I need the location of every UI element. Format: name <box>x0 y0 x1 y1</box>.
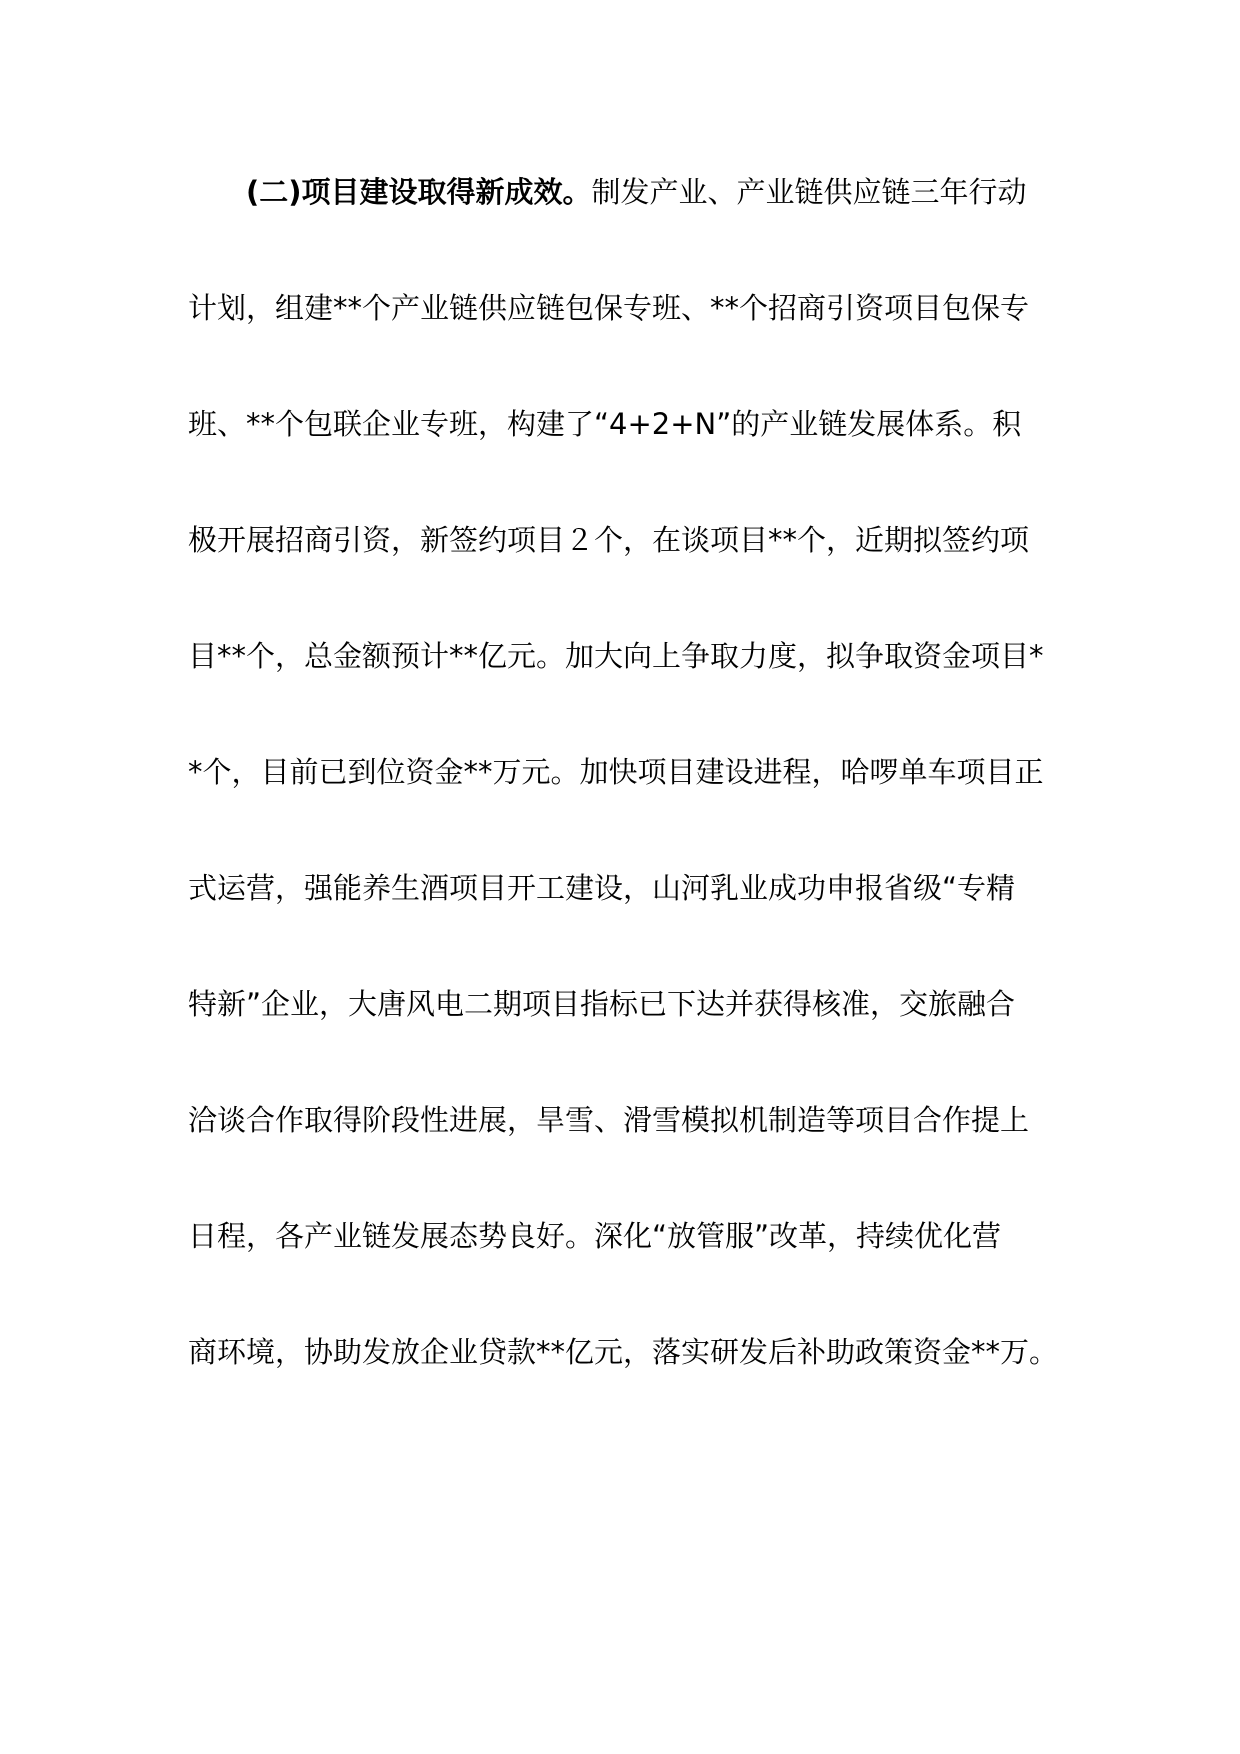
section-heading: (二)项目建设取得新成效。 <box>246 175 592 209</box>
paragraph-line-4: 极开展招商引资，新签约项目２个，在谈项目**个，近期拟签约项 <box>188 523 1030 557</box>
paragraph-line-8: 特新”企业，大唐风电二期项目指标已下达并获得核准，交旅融合 <box>188 987 1016 1021</box>
line-text: 制发产业、产业链供应链三年行动 <box>591 175 1027 209</box>
paragraph-line-1 <box>246 172 1027 212</box>
paragraph-line-6: *个，目前已到位资金**万元。加快项目建设进程，哈啰单车项目正 <box>188 755 1044 789</box>
paragraph-line-10: 日程，各产业链发展态势良好。深化“放管服”改革，持续优化营 <box>188 1219 1002 1253</box>
paragraph-line-9: 洽谈合作取得阶段性进展，旱雪、滑雪模拟机制造等项目合作提上 <box>188 1103 1030 1137</box>
paragraph-line-3: 班、**个包联企业专班，构建了“4+2+N”的产业链发展体系。积 <box>188 407 1022 441</box>
paragraph-line-11: 商环境，协助发放企业贷款**亿元，落实研发后补助政策资金**万。 <box>188 1335 1059 1369</box>
paragraph-line-7: 式运营，强能养生酒项目开工建设，山河乳业成功申报省级“专精 <box>188 871 1016 905</box>
paragraph-line-2: 计划，组建**个产业链供应链包保专班、**个招商引资项目包保专 <box>188 291 1030 325</box>
paragraph-line-5: 目**个，总金额预计**亿元。加大向上争取力度，拟争取资金项目* <box>188 639 1044 673</box>
